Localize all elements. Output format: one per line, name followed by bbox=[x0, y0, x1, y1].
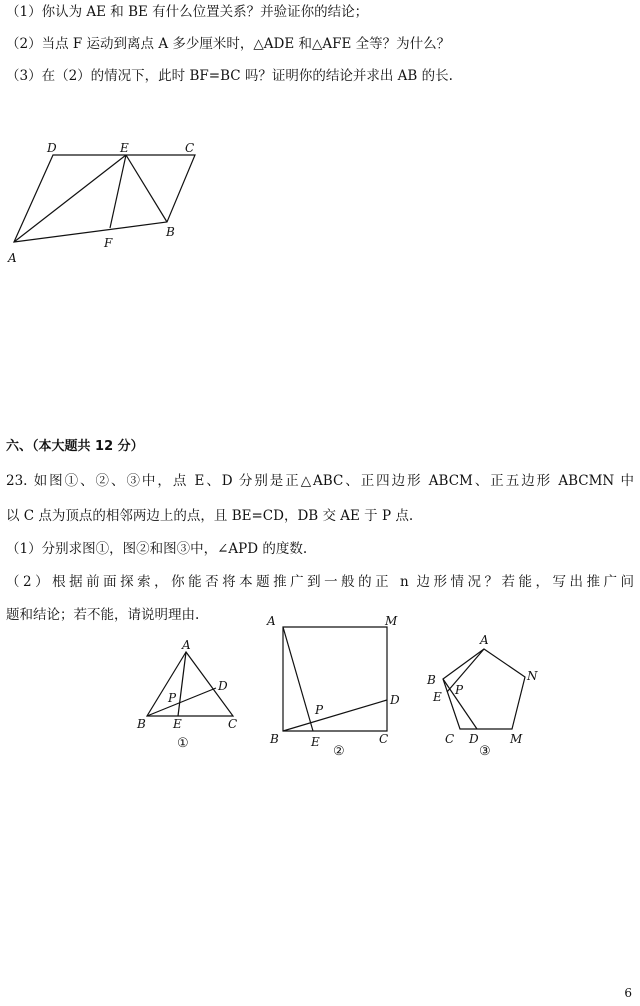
q23-part1: （1）分别求图①，图②和图③中，∠APD 的度数. bbox=[6, 541, 308, 557]
label-a-fig2: A bbox=[267, 614, 276, 628]
figure-caption-2: ② bbox=[333, 744, 345, 759]
section-heading: 六、（本大题共 12 分） bbox=[6, 439, 144, 454]
q23-part2-line2: 题和结论；若不能，请说明理由. bbox=[6, 607, 200, 623]
label-b: B bbox=[166, 225, 175, 239]
label-e: E bbox=[120, 141, 129, 155]
label-d-fig2: D bbox=[390, 693, 400, 707]
label-b-fig1: B bbox=[137, 717, 146, 731]
label-e-fig2: E bbox=[311, 735, 320, 749]
q22-part2: （2）当点 F 运动到离点 A 多少厘米时，△ADE 和△AFE 全等？为什么？ bbox=[6, 36, 451, 52]
q23-statement-line1: 23. 如图①、②、③中，点 E、D 分别是正△ABC、正四边形 ABCM、正五边形 ABCMN 中 bbox=[6, 473, 634, 489]
q22-part1: （1）你认为 AE 和 BE 有什么位置关系？并验证你的结论； bbox=[6, 4, 369, 20]
label-m-fig2: M bbox=[385, 614, 398, 628]
label-d: D bbox=[47, 141, 57, 155]
label-p-fig2: P bbox=[315, 703, 324, 717]
label-c-fig1: C bbox=[228, 717, 238, 731]
label-c-fig2: C bbox=[379, 732, 389, 746]
label-e-fig3: E bbox=[433, 690, 442, 704]
figure-caption-1: ① bbox=[177, 736, 189, 751]
label-b-fig3: B bbox=[427, 673, 436, 687]
label-d-fig3: D bbox=[469, 732, 479, 746]
figure-caption-3: ③ bbox=[479, 744, 491, 759]
q23-part2-line1: （2）根据前面探索，你能否将本题推广到一般的正 n 边形情况？若能，写出推广问 bbox=[6, 574, 634, 590]
q22-part3: （3）在（2）的情况下，此时 BF=BC 吗？证明你的结论并求出 AB 的长. bbox=[6, 68, 453, 84]
label-n-fig3: N bbox=[527, 669, 538, 683]
label-a-fig3: A bbox=[480, 633, 489, 647]
page-number: 6 bbox=[624, 986, 632, 1000]
label-a: A bbox=[8, 251, 17, 265]
label-d-fig1: D bbox=[218, 679, 228, 693]
q23-statement-line2: 以 C 点为顶点的相邻两边上的点，且 BE=CD，DB 交 AE 于 P 点. bbox=[6, 508, 414, 524]
label-p-fig1: P bbox=[168, 691, 177, 705]
label-c: C bbox=[185, 141, 195, 155]
label-m-fig3: M bbox=[510, 732, 523, 746]
label-c-fig3: C bbox=[445, 732, 455, 746]
label-a-fig1: A bbox=[182, 638, 191, 652]
segment-ae-fig3 bbox=[447, 649, 484, 692]
label-b-fig2: B bbox=[270, 732, 279, 746]
label-e-fig1: E bbox=[173, 717, 182, 731]
label-p-fig3: P bbox=[455, 683, 464, 697]
label-f: F bbox=[104, 236, 113, 250]
